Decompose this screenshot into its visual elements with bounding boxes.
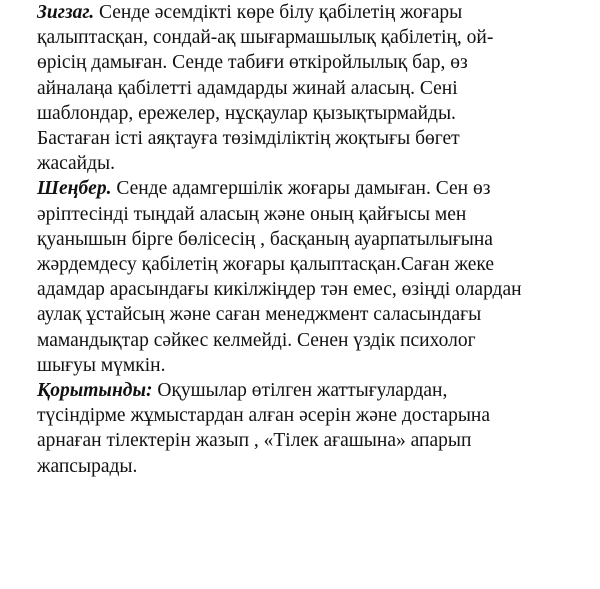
text-line: Шеңбер. Сенде адамгершілік жоғары дамыған. Сен өз (37, 178, 491, 200)
text-line: Қорытынды: Оқушылар өтілген жаттығулардан, (37, 380, 448, 402)
text-line: өрісің дамыған. Сенде табиғи өткіройлылық бар, өз (37, 52, 468, 74)
text-line: аулақ ұстайсың және саған менеджмент саласындағы (37, 304, 482, 326)
text-line: шығуы мүмкін. (37, 354, 166, 376)
text-line: шаблондар, ережелер, нұсқаулар қызықтырмайды. (37, 102, 456, 124)
paragraph-circle (37, 176, 597, 378)
paragraph-heading: Қорытынды: (37, 380, 153, 402)
text-line: арнаған тілектерін жазып , «Тілек ағашына» апарып (37, 430, 472, 452)
text-line: қалыптасқан, сондай-ақ шығармашылық қабілетің, ой- (37, 27, 494, 49)
paragraph-heading: Шеңбер. (37, 178, 112, 200)
text-line: қуанышын бірге бөлісесің , басқаның ауарпатылығына (37, 228, 493, 250)
text-line: жәрдемдесу қабілетің жоғары қалыптасқан.Саған жеке (37, 254, 495, 276)
text-line: адамдар арасындағы кикілжіңдер тән емес, өзіңді олардан (37, 279, 522, 301)
text-line: жасайды. (37, 153, 116, 175)
text-line: жапсырады. (37, 455, 138, 477)
paragraph-heading: Зигзаг. (37, 2, 95, 23)
text-line: Зигзаг. Сенде әсемдікті көре білу қабілетің жоғары (37, 2, 463, 23)
text-line: мамандықтар сәйкес келмейді. Сенен үздік психолог (37, 329, 476, 351)
text-line: айналаңа қабілетті адамдарды жинай аласың. Сені (37, 77, 458, 99)
paragraph-zigzag (37, 0, 597, 176)
text-line: әріптесінді тыңдай аласың және оның қайғысы мен (37, 203, 467, 225)
text-line: түсіндірме жұмыстардан алған әсерін және достарына (37, 405, 491, 427)
text-line: Бастаған істі аяқтауға төзімділіктің жоқтығы бөгет (37, 128, 460, 150)
paragraph-conclusion (37, 378, 597, 479)
document-body (37, 0, 597, 479)
